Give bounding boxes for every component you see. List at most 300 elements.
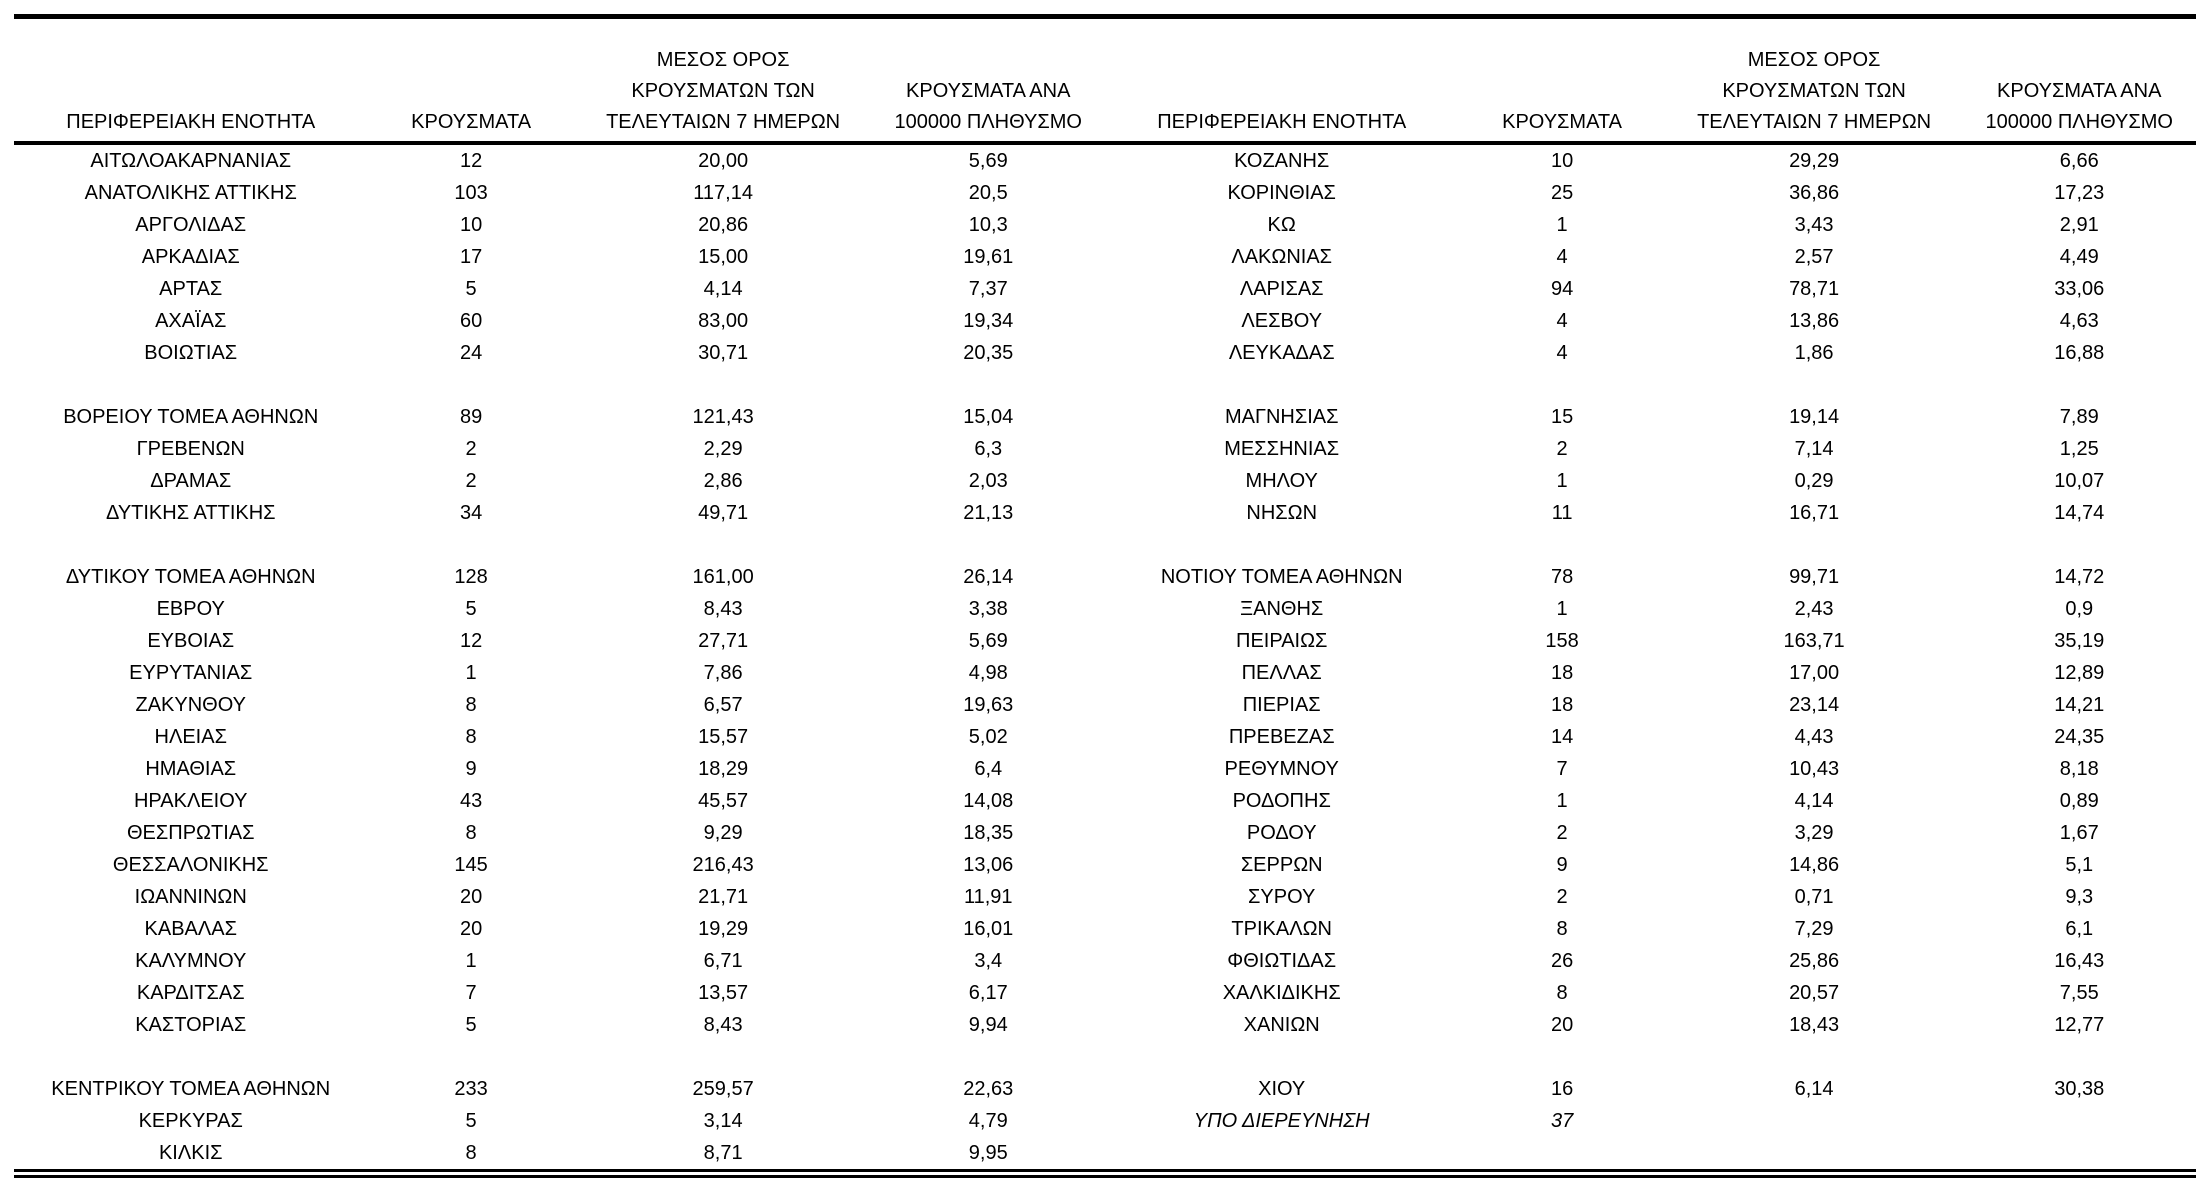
avg7-cell: 259,57 — [692, 1078, 754, 1100]
region-cell: ΑΧΑΪΑΣ — [155, 310, 227, 332]
per100k-cell: 33,06 — [2054, 278, 2105, 300]
per100k-cell: 16,01 — [963, 918, 1014, 940]
region-cell: ΜΕΣΣΗΝΙΑΣ — [1224, 438, 1340, 460]
header-line: ΤΕΛΕΥΤΑΙΩΝ 7 ΗΜΕΡΩΝ — [606, 111, 841, 133]
per100k-cell: 14,74 — [2054, 502, 2105, 524]
region-cell: ΙΩΑΝΝΙΝΩΝ — [134, 886, 247, 908]
per100k-cell: 16,88 — [2054, 342, 2105, 364]
cases-cell: 5 — [465, 1110, 477, 1132]
per100k-cell: 6,1 — [2065, 918, 2094, 940]
table-row — [14, 593, 2196, 625]
avg7-cell: 2,29 — [703, 438, 743, 460]
avg7-cell: 16,71 — [1789, 502, 1840, 524]
region-cell: ΚΟΡΙΝΘΙΑΣ — [1227, 182, 1336, 204]
avg7-cell: 78,71 — [1789, 278, 1840, 300]
header-line: ΚΡΟΥΣΜΑΤΑ ΑΝΑ — [1997, 80, 2162, 102]
region-cell: ΜΑΓΝΗΣΙΑΣ — [1224, 406, 1339, 428]
per100k-cell: 20,5 — [968, 182, 1008, 204]
region-cell: ΑΡΚΑΔΙΑΣ — [141, 246, 240, 268]
per100k-cell: 6,3 — [974, 438, 1003, 460]
region-cell: ΕΥΒΟΙΑΣ — [147, 630, 235, 652]
avg7-cell: 18,43 — [1789, 1014, 1840, 1036]
cases-cell: 37 — [1550, 1110, 1574, 1132]
cases-cell: 1 — [1556, 598, 1568, 620]
table-row — [14, 721, 2196, 753]
per100k-cell — [872, 529, 1105, 561]
cases-cell: 12 — [459, 150, 483, 172]
region-cell: ΚΕΡΚΥΡΑΣ — [138, 1110, 243, 1132]
avg7-cell: 15,00 — [698, 246, 749, 268]
header-region-left — [14, 19, 367, 143]
header-avg7-right — [1666, 19, 1963, 143]
per100k-cell: 4,63 — [2059, 310, 2099, 332]
table-row — [14, 337, 2196, 369]
per100k-cell: 22,63 — [963, 1078, 1014, 1100]
cases-cell: 2 — [1556, 886, 1568, 908]
cases-cell: 4 — [1556, 246, 1568, 268]
per100k-cell: 3,4 — [974, 950, 1003, 972]
cases-cell: 9 — [465, 758, 477, 780]
per100k-cell: 16,43 — [2054, 950, 2105, 972]
header-line: ΚΡΟΥΣΜΑΤΑ — [411, 111, 532, 133]
avg7-cell: 0,71 — [1794, 886, 1834, 908]
region-cell: ΖΑΚΥΝΘΟΥ — [135, 694, 246, 716]
region-cell: ΣΥΡΟΥ — [1248, 886, 1316, 908]
region-cell: ΜΗΛΟΥ — [1245, 470, 1318, 492]
cases-cell: 1 — [465, 662, 477, 684]
cases-cell: 2 — [1556, 822, 1568, 844]
per100k-cell: 12,77 — [2054, 1014, 2105, 1036]
avg7-cell: 19,14 — [1789, 406, 1840, 428]
cases-cell: 8 — [1556, 982, 1568, 1004]
table-row — [14, 817, 2196, 849]
avg7-cell: 161,00 — [692, 566, 754, 588]
table-row — [14, 177, 2196, 209]
cases-cell: 8 — [465, 1142, 477, 1164]
per100k-cell: 24,35 — [2054, 726, 2105, 748]
region-cell: ΓΡΕΒΕΝΩΝ — [136, 438, 245, 460]
cases-cell: 10 — [459, 214, 483, 236]
avg7-cell — [575, 529, 872, 561]
cases-cell — [367, 369, 574, 401]
cases-cell: 128 — [454, 566, 488, 588]
region-cell: ΧΑΝΙΩΝ — [1243, 1014, 1320, 1036]
table-row — [14, 143, 2196, 177]
avg7-cell: 7,14 — [1794, 438, 1834, 460]
avg7-cell: 6,71 — [703, 950, 743, 972]
table-header-row — [14, 19, 2196, 143]
cases-cell: 78 — [1550, 566, 1574, 588]
region-cell: ΔΡΑΜΑΣ — [150, 470, 232, 492]
avg7-cell: 49,71 — [698, 502, 749, 524]
avg7-cell: 30,71 — [698, 342, 749, 364]
region-cell: ΛΑΚΩΝΙΑΣ — [1231, 246, 1333, 268]
cases-cell — [1458, 1041, 1665, 1073]
table-row — [14, 561, 2196, 593]
region-cell: ΚΕΝΤΡΙΚΟΥ ΤΟΜΕΑ ΑΘΗΝΩΝ — [51, 1078, 331, 1100]
header-line: ΚΡΟΥΣΜΑΤΩΝ ΤΩΝ — [1722, 80, 1906, 102]
per100k-cell — [872, 1041, 1105, 1073]
per100k-cell: 2,03 — [968, 470, 1008, 492]
region-cell: ΚΑΡΔΙΤΣΑΣ — [136, 982, 245, 1004]
per100k-cell: 15,04 — [963, 406, 1014, 428]
cases-cell: 5 — [465, 598, 477, 620]
table-row — [14, 881, 2196, 913]
avg7-cell: 23,14 — [1789, 694, 1840, 716]
region-cell: ΚΩ — [1267, 214, 1296, 236]
per100k-cell: 4,98 — [968, 662, 1008, 684]
cases-cell: 145 — [454, 854, 488, 876]
region-cell: ΝΟΤΙΟΥ ΤΟΜΕΑ ΑΘΗΝΩΝ — [1160, 566, 1403, 588]
per100k-cell — [872, 369, 1105, 401]
region-cell: ΑΝΑΤΟΛΙΚΗΣ ΑΤΤΙΚΗΣ — [84, 182, 297, 204]
per100k-cell: 14,08 — [963, 790, 1014, 812]
avg7-cell: 20,00 — [698, 150, 749, 172]
header-region-right — [1105, 19, 1458, 143]
region-cell: ΚΑΒΑΛΑΣ — [144, 918, 237, 940]
per100k-cell — [1962, 1137, 2196, 1169]
cases-cell: 25 — [1550, 182, 1574, 204]
per100k-cell: 4,79 — [968, 1110, 1008, 1132]
avg7-cell: 8,71 — [703, 1142, 743, 1164]
region-cell: ΒΟΡΕΙΟΥ ΤΟΜΕΑ ΑΘΗΝΩΝ — [63, 406, 319, 428]
region-cell: ΠΕΛΛΑΣ — [1241, 662, 1322, 684]
per100k-cell: 3,38 — [968, 598, 1008, 620]
table-row — [14, 1073, 2196, 1105]
avg7-cell — [1666, 1137, 1963, 1169]
region-cell: ΘΕΣΣΑΛΟΝΙΚΗΣ — [112, 854, 269, 876]
avg7-cell: 4,14 — [703, 278, 743, 300]
cases-cell: 60 — [459, 310, 483, 332]
avg7-cell: 27,71 — [698, 630, 749, 652]
region-cell — [1105, 1041, 1458, 1073]
region-cell: ΚΟΖΑΝΗΣ — [1234, 150, 1330, 172]
per100k-cell: 14,21 — [2054, 694, 2105, 716]
cases-cell: 12 — [459, 630, 483, 652]
per100k-cell: 30,38 — [2054, 1078, 2105, 1100]
cases-cell: 1 — [465, 950, 477, 972]
avg7-cell: 15,57 — [698, 726, 749, 748]
spacer-row — [14, 529, 2196, 561]
per100k-cell: 19,34 — [963, 310, 1014, 332]
table-row — [14, 465, 2196, 497]
cases-cell: 10 — [1550, 150, 1574, 172]
region-cell: ΕΥΡΥΤΑΝΙΑΣ — [129, 662, 253, 684]
cases-cell — [1458, 529, 1665, 561]
per100k-cell: 8,18 — [2059, 758, 2099, 780]
per100k-cell: 0,9 — [2065, 598, 2094, 620]
avg7-cell — [575, 369, 872, 401]
cases-cell: 24 — [459, 342, 483, 364]
avg7-cell: 2,86 — [703, 470, 743, 492]
table-row — [14, 785, 2196, 817]
per100k-cell: 11,91 — [963, 886, 1013, 908]
region-cell: ΑΡΤΑΣ — [159, 278, 223, 300]
avg7-cell: 13,57 — [698, 982, 749, 1004]
cases-cell: 4 — [1556, 342, 1568, 364]
table-row — [14, 657, 2196, 689]
header-avg7-left — [575, 19, 872, 143]
cases-cell: 34 — [459, 502, 483, 524]
avg7-cell — [1666, 1105, 1963, 1137]
per100k-cell: 6,66 — [2059, 150, 2099, 172]
avg7-cell: 20,57 — [1789, 982, 1840, 1004]
cases-cell: 43 — [459, 790, 483, 812]
cases-cell: 94 — [1550, 278, 1574, 300]
header-line: 100000 ΠΛΗΘΥΣΜΟ — [1985, 111, 2173, 133]
table-row — [14, 305, 2196, 337]
cases-cell — [1458, 1137, 1665, 1169]
avg7-cell: 3,43 — [1794, 214, 1834, 236]
region-cell: ΗΡΑΚΛΕΙΟΥ — [133, 790, 248, 812]
table-row — [14, 1105, 2196, 1137]
region-cell: ΠΡΕΒΕΖΑΣ — [1228, 726, 1335, 748]
avg7-cell: 2,57 — [1794, 246, 1834, 268]
header-line: 100000 ΠΛΗΘΥΣΜΟ — [894, 111, 1082, 133]
cases-cell: 20 — [459, 918, 483, 940]
avg7-cell: 2,43 — [1794, 598, 1834, 620]
region-cell — [14, 369, 367, 401]
region-cell: ΗΜΑΘΙΑΣ — [145, 758, 237, 780]
table-row — [14, 913, 2196, 945]
per100k-cell: 4,49 — [2059, 246, 2099, 268]
per100k-cell: 17,23 — [2054, 182, 2105, 204]
spacer-row — [14, 369, 2196, 401]
avg7-cell: 1,86 — [1794, 342, 1834, 364]
avg7-cell: 117,14 — [693, 182, 753, 204]
region-cell: ΡΟΔΟΥ — [1246, 822, 1317, 844]
cases-cell: 5 — [465, 278, 477, 300]
avg7-cell: 21,71 — [698, 886, 749, 908]
per100k-cell: 5,69 — [968, 630, 1008, 652]
cases-cell: 20 — [1550, 1014, 1574, 1036]
header-per100k-left — [872, 19, 1105, 143]
per100k-cell: 26,14 — [963, 566, 1014, 588]
avg7-cell: 4,43 — [1794, 726, 1834, 748]
avg7-cell: 18,29 — [698, 758, 749, 780]
avg7-cell: 45,57 — [698, 790, 749, 812]
avg7-cell: 29,29 — [1789, 150, 1840, 172]
region-cell: ΑΡΓΟΛΙΔΑΣ — [135, 214, 247, 236]
cases-cell: 158 — [1545, 630, 1579, 652]
region-cell: ΛΕΥΚΑΔΑΣ — [1228, 342, 1335, 364]
per100k-cell: 0,89 — [2059, 790, 2099, 812]
table-row — [14, 977, 2196, 1009]
per100k-cell: 7,55 — [2059, 982, 2099, 1004]
avg7-cell: 8,43 — [703, 1014, 743, 1036]
avg7-cell — [1666, 529, 1963, 561]
per100k-cell: 5,69 — [968, 150, 1008, 172]
region-cell — [1105, 529, 1458, 561]
cases-cell: 2 — [465, 470, 477, 492]
avg7-cell — [575, 1041, 872, 1073]
table-row — [14, 241, 2196, 273]
region-cell: ΔΥΤΙΚΗΣ ΑΤΤΙΚΗΣ — [105, 502, 276, 524]
table-body — [14, 143, 2196, 1169]
avg7-cell — [1666, 1041, 1963, 1073]
cases-cell: 7 — [1556, 758, 1568, 780]
avg7-cell: 99,71 — [1789, 566, 1840, 588]
cases-cell: 17 — [459, 246, 483, 268]
header-line: ΚΡΟΥΣΜΑΤΑ ΑΝΑ — [906, 80, 1071, 102]
region-cell: ΥΠΟ ΔΙΕΡΕΥΝΗΣΗ — [1193, 1110, 1370, 1132]
per100k-cell: 6,17 — [968, 982, 1008, 1004]
cases-cell: 5 — [465, 1014, 477, 1036]
header-line: ΜΕΣΟΣ ΟΡΟΣ — [656, 49, 790, 71]
region-cell: ΡΟΔΟΠΗΣ — [1232, 790, 1331, 812]
cases-cell: 8 — [1556, 918, 1568, 940]
table-row — [14, 401, 2196, 433]
per100k-cell: 9,3 — [2065, 886, 2094, 908]
cases-cell: 7 — [465, 982, 477, 1004]
avg7-cell: 216,43 — [692, 854, 754, 876]
per100k-cell — [1962, 1041, 2196, 1073]
cases-cell: 4 — [1556, 310, 1568, 332]
header-per100k-right — [1962, 19, 2196, 143]
per100k-cell: 13,06 — [963, 854, 1014, 876]
avg7-cell: 25,86 — [1789, 950, 1840, 972]
table-row — [14, 849, 2196, 881]
avg7-cell: 10,43 — [1789, 758, 1840, 780]
cases-cell: 103 — [454, 182, 488, 204]
region-cell: ΠΙΕΡΙΑΣ — [1242, 694, 1321, 716]
region-cell: ΘΕΣΠΡΩΤΙΑΣ — [126, 822, 255, 844]
cases-cell: 11 — [1551, 502, 1573, 524]
cases-cell: 1 — [1556, 214, 1568, 236]
avg7-cell: 163,71 — [1783, 630, 1845, 652]
cases-cell: 2 — [1556, 438, 1568, 460]
header-line: ΠΕΡΙΦΕΡΕΙΑΚΗ ΕΝΟΤΗΤΑ — [66, 111, 316, 133]
avg7-cell: 17,00 — [1789, 662, 1840, 684]
table-row — [14, 945, 2196, 977]
avg7-cell: 19,29 — [698, 918, 749, 940]
cases-cell: 14 — [1550, 726, 1574, 748]
per100k-cell: 12,89 — [2054, 662, 2105, 684]
region-cell: ΛΕΣΒΟΥ — [1241, 310, 1323, 332]
region-cell — [14, 1041, 367, 1073]
per100k-cell: 1,25 — [2059, 438, 2099, 460]
table-row — [14, 209, 2196, 241]
region-cell: ΣΕΡΡΩΝ — [1240, 854, 1323, 876]
spacer-row — [14, 1041, 2196, 1073]
header-line: ΠΕΡΙΦΕΡΕΙΑΚΗ ΕΝΟΤΗΤΑ — [1157, 111, 1407, 133]
region-cell: ΠΕΙΡΑΙΩΣ — [1236, 630, 1328, 652]
cases-cell: 8 — [465, 822, 477, 844]
avg7-cell: 9,29 — [703, 822, 743, 844]
header-line: ΜΕΣΟΣ ΟΡΟΣ — [1747, 49, 1881, 71]
per100k-cell: 19,63 — [963, 694, 1014, 716]
per100k-cell: 6,4 — [974, 758, 1003, 780]
table-row — [14, 1137, 2196, 1169]
cases-cell: 15 — [1550, 406, 1574, 428]
cases-cell: 18 — [1550, 694, 1574, 716]
cases-cell: 8 — [465, 726, 477, 748]
avg7-cell: 4,14 — [1794, 790, 1834, 812]
per100k-cell: 9,94 — [968, 1014, 1008, 1036]
region-cell: ΚΙΛΚΙΣ — [158, 1142, 223, 1164]
avg7-cell: 3,29 — [1794, 822, 1834, 844]
header-line: ΚΡΟΥΣΜΑΤΑ — [1502, 111, 1623, 133]
cases-cell: 9 — [1556, 854, 1568, 876]
region-cell: ΚΑΛΥΜΝΟΥ — [135, 950, 247, 972]
cases-cell: 2 — [465, 438, 477, 460]
per100k-cell: 2,91 — [2059, 214, 2099, 236]
avg7-cell: 13,86 — [1789, 310, 1840, 332]
cases-cell: 20 — [459, 886, 483, 908]
region-cell — [1105, 369, 1458, 401]
table-row — [14, 1009, 2196, 1041]
per100k-cell: 9,95 — [968, 1142, 1008, 1164]
table-bottom-border — [14, 1169, 2196, 1178]
per100k-cell: 21,13 — [963, 502, 1014, 524]
region-cell: ΝΗΣΩΝ — [1246, 502, 1318, 524]
region-cell — [14, 529, 367, 561]
region-cell: ΡΕΘΥΜΝΟΥ — [1224, 758, 1339, 780]
cases-cell — [367, 529, 574, 561]
per100k-cell — [1962, 369, 2196, 401]
table-row — [14, 689, 2196, 721]
cases-cell: 89 — [459, 406, 483, 428]
header-cases-left — [367, 19, 574, 143]
table-row — [14, 497, 2196, 529]
per100k-cell — [1962, 529, 2196, 561]
header-line: ΤΕΛΕΥΤΑΙΩΝ 7 ΗΜΕΡΩΝ — [1697, 111, 1932, 133]
region-cell: ΛΑΡΙΣΑΣ — [1239, 278, 1324, 300]
region-cell: ΦΘΙΩΤΙΔΑΣ — [1227, 950, 1337, 972]
header-cases-right — [1458, 19, 1665, 143]
avg7-cell: 0,29 — [1794, 470, 1834, 492]
per100k-cell: 14,72 — [2054, 566, 2105, 588]
per100k-cell: 1,67 — [2059, 822, 2099, 844]
per100k-cell: 10,3 — [968, 214, 1008, 236]
table-row — [14, 433, 2196, 465]
per100k-cell: 7,89 — [2059, 406, 2099, 428]
region-cell: ΧΙΟΥ — [1258, 1078, 1306, 1100]
avg7-cell: 14,86 — [1789, 854, 1840, 876]
cases-cell: 1 — [1556, 470, 1568, 492]
cases-cell: 233 — [454, 1078, 488, 1100]
cases-cell — [1458, 369, 1665, 401]
per100k-cell — [1962, 1105, 2196, 1137]
region-cell: ΚΑΣΤΟΡΙΑΣ — [135, 1014, 247, 1036]
avg7-cell: 8,43 — [703, 598, 743, 620]
region-cell: ΗΛΕΙΑΣ — [154, 726, 227, 748]
avg7-cell — [1666, 369, 1963, 401]
per100k-cell: 35,19 — [2054, 630, 2105, 652]
cases-cell: 26 — [1550, 950, 1574, 972]
avg7-cell: 6,57 — [703, 694, 743, 716]
cases-cell: 18 — [1550, 662, 1574, 684]
per100k-cell: 18,35 — [963, 822, 1014, 844]
region-cell: ΔΥΤΙΚΟΥ ΤΟΜΕΑ ΑΘΗΝΩΝ — [65, 566, 316, 588]
cases-cell — [367, 1041, 574, 1073]
region-cell — [1105, 1137, 1458, 1169]
per100k-cell: 19,61 — [963, 246, 1014, 268]
header-line: ΚΡΟΥΣΜΑΤΩΝ ΤΩΝ — [631, 80, 815, 102]
per100k-cell: 7,37 — [968, 278, 1008, 300]
per100k-cell: 10,07 — [2054, 470, 2105, 492]
avg7-cell: 6,14 — [1794, 1078, 1834, 1100]
table-row — [14, 273, 2196, 305]
avg7-cell: 36,86 — [1789, 182, 1840, 204]
cases-cell: 1 — [1556, 790, 1568, 812]
region-cell: ΕΒΡΟΥ — [156, 598, 225, 620]
avg7-cell: 83,00 — [698, 310, 749, 332]
region-cell: ΤΡΙΚΑΛΩΝ — [1231, 918, 1332, 940]
avg7-cell: 121,43 — [692, 406, 754, 428]
region-cell: ΒΟΙΩΤΙΑΣ — [144, 342, 238, 364]
cases-cell: 8 — [465, 694, 477, 716]
